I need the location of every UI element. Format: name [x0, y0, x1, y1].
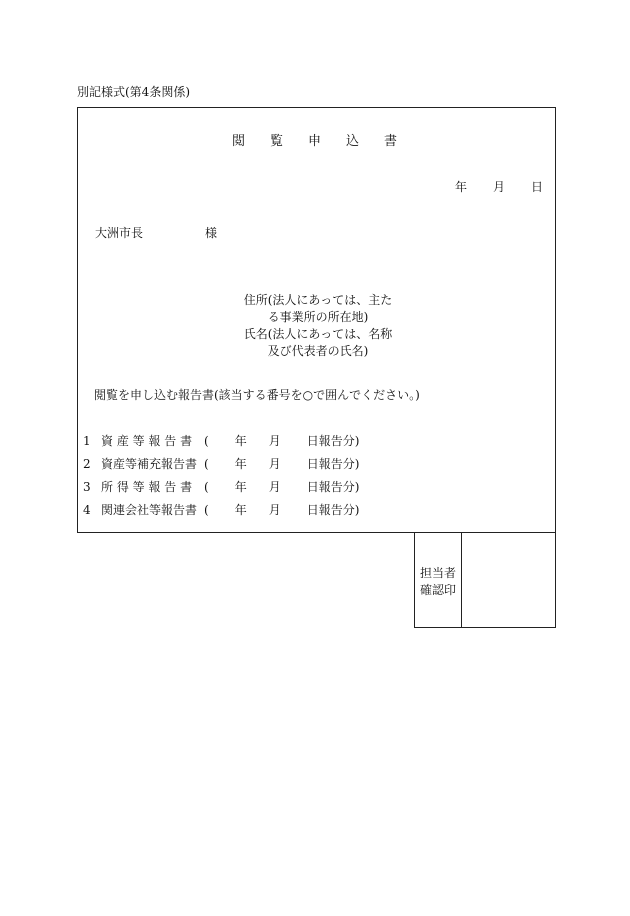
date-month: 月: [493, 180, 506, 194]
report-item-year: 年: [234, 457, 247, 471]
title-char: 申: [307, 134, 322, 149]
addressee: [95, 224, 217, 241]
date-line: [455, 178, 543, 195]
report-item-month: 月: [268, 480, 281, 494]
applicant-name-line1: 氏名(法人にあっては、名称: [243, 327, 393, 341]
applicant-name-line2: 及び代表者の氏名): [267, 344, 369, 358]
stamp-label-line2: 確認印: [419, 583, 456, 597]
report-item-number: 2: [83, 457, 91, 471]
report-item-open: (: [204, 503, 209, 517]
report-item-close: 日報告分): [306, 503, 360, 517]
form-title: [0, 130, 630, 149]
date-day: 日: [531, 180, 544, 194]
report-item-name: 関連会社等報告書: [101, 503, 198, 517]
applicant-address-line1: 住所(法人にあっては、主た: [243, 293, 393, 307]
applicant-address: [228, 292, 408, 326]
form-label: 別記様式(第4条関係): [77, 85, 190, 99]
title-char: 覧: [269, 134, 284, 149]
report-item-name: 資 産 等 報 告 書: [101, 434, 193, 448]
report-item-year: 年: [234, 480, 247, 494]
report-item-year: 年: [234, 434, 247, 448]
addressee-name: 大洲市長: [95, 226, 144, 240]
report-item: [83, 501, 359, 518]
report-item-number: 1: [83, 434, 91, 448]
report-item-number: 3: [83, 480, 91, 494]
report-item-close: 日報告分): [306, 434, 360, 448]
report-item: [83, 478, 359, 495]
report-item-close: 日報告分): [306, 480, 360, 494]
report-item-name: 資産等補充報告書: [101, 457, 198, 471]
report-item-number: 4: [83, 503, 91, 517]
applicant-name: [228, 326, 408, 360]
report-item-close: 日報告分): [306, 457, 360, 471]
title-char: 閲: [231, 134, 246, 149]
report-item-open: (: [204, 480, 209, 494]
title-char: 書: [384, 134, 399, 149]
date-year: 年: [455, 180, 468, 194]
report-item-month: 月: [268, 434, 281, 448]
request-instruction: 閲覧を申し込む報告書(該当する番号を○で囲んでください。): [94, 388, 420, 402]
addressee-honorific: 様: [205, 226, 218, 240]
report-item-month: 月: [268, 503, 281, 517]
stamp-label-line1: 担当者: [419, 566, 456, 580]
applicant-address-line2: る事業所の所在地): [267, 310, 369, 324]
report-item: [83, 432, 359, 449]
title-char: 込: [346, 134, 361, 149]
report-item-month: 月: [268, 457, 281, 471]
report-item: [83, 455, 359, 472]
report-item-open: (: [204, 434, 209, 448]
stamp-label: [414, 565, 462, 599]
report-item-year: 年: [234, 503, 247, 517]
report-item-open: (: [204, 457, 209, 471]
report-item-name: 所 得 等 報 告 書: [101, 480, 193, 494]
